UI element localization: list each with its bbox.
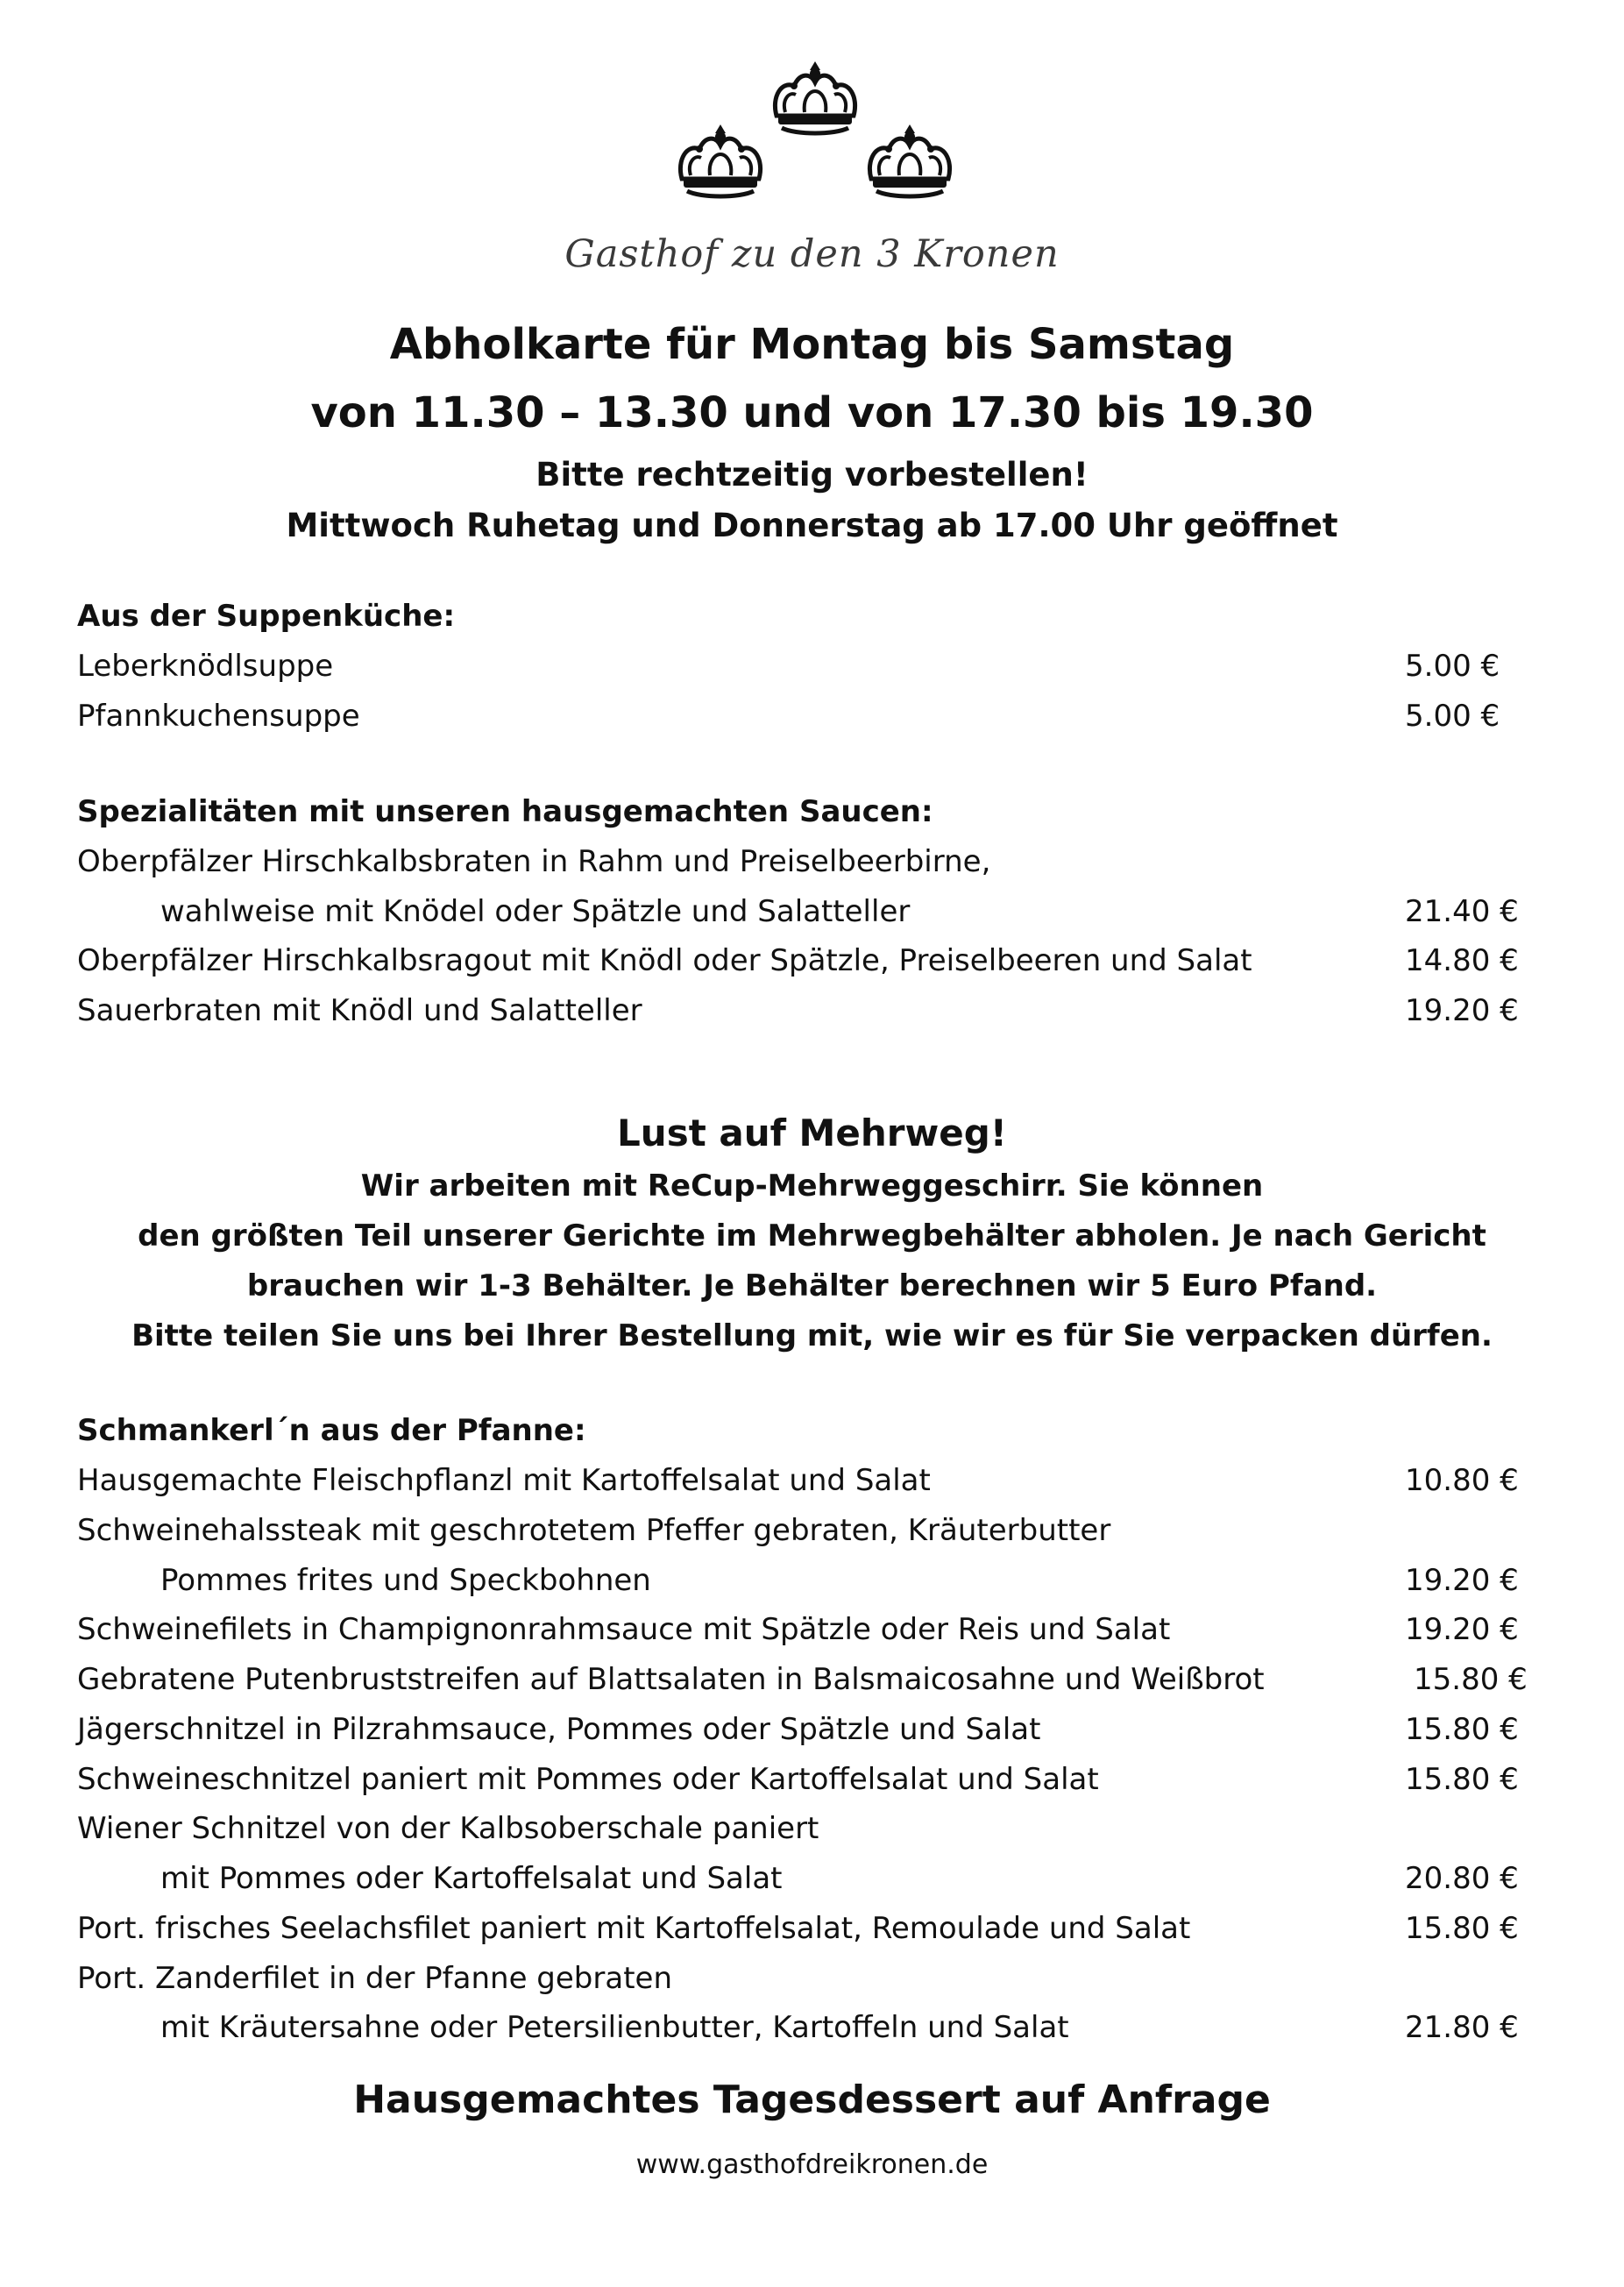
item-name: Pommes frites und Speckbohnen (160, 1563, 651, 1598)
menu-item (77, 699, 1536, 739)
menu-item (77, 1612, 1536, 1652)
item-price: 21.40 € (1405, 894, 1519, 929)
menu-item (77, 844, 1536, 884)
menu-item (77, 1712, 1536, 1752)
menu-item (77, 894, 1536, 934)
mehrweg-line: den größten Teil unserer Gerichte im Mehrwegbehälter abholen. Je nach Gericht (138, 1218, 1486, 1254)
item-price: 5.00 € (1405, 649, 1500, 684)
mehrweg-title: Lust auf Mehrweg! (617, 1112, 1007, 1154)
menu-item (77, 1961, 1536, 2001)
menu-item (77, 1563, 1536, 1603)
menu-item (77, 1811, 1536, 1851)
item-price: 5.00 € (1405, 699, 1500, 734)
item-name: Leberknödlsuppe (77, 649, 334, 684)
menu-item (77, 1513, 1536, 1553)
three-crowns-logo (670, 54, 960, 212)
item-name: Port. Zanderfilet in der Pfanne gebraten (77, 1961, 673, 1996)
item-name: Schweinehalssteak mit geschrotetem Pfeffer gebraten, Kräuterbutter (77, 1513, 1111, 1548)
menu-item (77, 2010, 1536, 2050)
menu-item (77, 1911, 1536, 1951)
item-name: Wiener Schnitzel von der Kalbsoberschale paniert (77, 1811, 819, 1846)
item-name: Gebratene Putenbruststreifen auf Blattsalaten in Balsmaicosahne und Weißbrot (77, 1662, 1265, 1697)
heading-hours: von 11.30 – 13.30 und von 17.30 bis 19.30 (310, 388, 1314, 437)
dessert-note: Hausgemachtes Tagesdessert auf Anfrage (353, 2077, 1271, 2122)
item-name: Schweineschnitzel paniert mit Pommes oder Kartoffelsalat und Salat (77, 1762, 1099, 1797)
item-price: 21.80 € (1405, 2010, 1519, 2045)
item-name: Pfannkuchensuppe (77, 699, 360, 734)
item-price: 15.80 € (1405, 1712, 1519, 1747)
heading-closed-days: Mittwoch Ruhetag und Donnerstag ab 17.00 Uhr geöffnet (286, 507, 1338, 544)
heading-title: Abholkarte für Montag bis Samstag (389, 320, 1235, 369)
menu-item (77, 1463, 1536, 1503)
item-name: mit Kräutersahne oder Petersilienbutter, Kartoffeln und Salat (160, 2010, 1069, 2045)
section-title-pfanne: Schmankerl´n aus der Pfanne: (77, 1413, 586, 1448)
item-price: 15.80 € (1405, 1762, 1519, 1797)
mehrweg-line: Wir arbeiten mit ReCup-Mehrweggeschirr. Sie können (360, 1168, 1264, 1204)
item-name: Oberpfälzer Hirschkalbsragout mit Knödl oder Spätzle, Preiselbeeren und Salat (77, 943, 1252, 978)
crown-left-icon (680, 124, 760, 196)
item-name: Port. frisches Seelachsfilet paniert mit Kartoffelsalat, Remoulade und Salat (77, 1911, 1191, 1946)
crown-right-icon (869, 124, 949, 196)
website-link[interactable]: www.gasthofdreikronen.de (635, 2149, 989, 2180)
heading-preorder: Bitte rechtzeitig vorbestellen! (535, 456, 1089, 494)
item-price: 19.20 € (1405, 1563, 1519, 1598)
item-price: 19.20 € (1405, 993, 1519, 1028)
menu-item (77, 1762, 1536, 1802)
brand-name: Gasthof zu den 3 Kronen (564, 232, 1060, 276)
mehrweg-line: Bitte teilen Sie uns bei Ihrer Bestellung mit, wie wir es für Sie verpacken dürfen. (131, 1318, 1493, 1353)
item-name: mit Pommes oder Kartoffelsalat und Salat (160, 1861, 783, 1896)
menu-item (77, 943, 1536, 984)
menu-item (77, 649, 1536, 689)
item-name: Oberpfälzer Hirschkalbsbraten in Rahm und Preiselbeerbirne, (77, 844, 991, 879)
item-price: 20.80 € (1405, 1861, 1519, 1896)
item-name: Hausgemachte Fleischpflanzl mit Kartoffelsalat und Salat (77, 1463, 931, 1498)
item-name: Schweinefilets in Champignonrahmsauce mit Spätzle oder Reis und Salat (77, 1612, 1171, 1647)
item-price: 19.20 € (1405, 1612, 1519, 1647)
section-title-saucen: Spezialitäten mit unseren hausgemachten Saucen: (77, 794, 933, 829)
crown-center-icon (775, 61, 855, 133)
item-name: Jägerschnitzel in Pilzrahmsauce, Pommes oder Spätzle und Salat (77, 1712, 1041, 1747)
mehrweg-line: brauchen wir 1-3 Behälter. Je Behälter berechnen wir 5 Euro Pfand. (246, 1268, 1378, 1303)
item-price: 10.80 € (1405, 1463, 1519, 1498)
item-price: 15.80 € (1405, 1911, 1519, 1946)
menu-item (77, 1662, 1536, 1702)
menu-item (77, 1861, 1536, 1901)
item-price: 14.80 € (1405, 943, 1519, 978)
section-title-suppen: Aus der Suppenküche: (77, 599, 456, 634)
item-name: Sauerbraten mit Knödl und Salatteller (77, 993, 642, 1028)
menu-item (77, 993, 1536, 1033)
item-name: wahlweise mit Knödel oder Spätzle und Salatteller (160, 894, 911, 929)
item-price: 15.80 € (1414, 1662, 1528, 1697)
